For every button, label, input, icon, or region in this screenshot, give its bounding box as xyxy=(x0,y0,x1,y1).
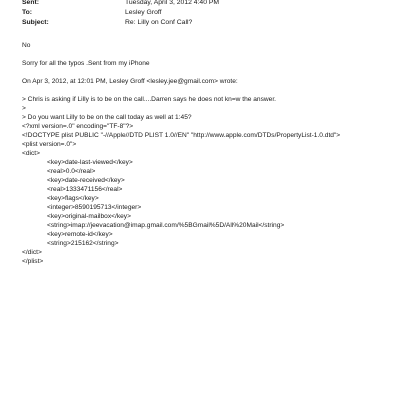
quote-line: > Do you want Lilly to be on the call today as well at 1:45? xyxy=(22,114,192,121)
quote-line: > xyxy=(22,105,26,112)
attribution-line: On Apr 3, 2012, at 12:01 PM, Lesley Groff <lesley.jee@gmail.com> wrote: xyxy=(22,78,238,85)
xml-declaration: <?xml version=.0" encoding="TF-8"?> xyxy=(22,123,134,130)
sent-value: Tuesday, April 3, 2012 4:40 PM xyxy=(125,0,220,6)
dict-line: <string>imap://jeevacation@imap.gmail.com/%5BGmail%5D/All%20Mail</string> xyxy=(47,222,285,229)
to-row xyxy=(22,9,382,18)
plist-open: <plist version=.0"> xyxy=(22,141,77,148)
dict-line: <key>remote-id</key> xyxy=(47,231,113,238)
dict-line: <real>0.0</real> xyxy=(47,168,96,175)
dict-open: <dict> xyxy=(22,150,40,157)
subject-row xyxy=(22,19,382,28)
to-value: Lesley Groff xyxy=(125,9,162,16)
subject-label: Subject: xyxy=(22,19,49,26)
quote-line: > Chris is asking if Lilly is to be on the call....Darren says he does not kn=w the answer. xyxy=(22,96,276,103)
plist-close: </plist> xyxy=(22,258,44,265)
sent-label: Sent: xyxy=(22,0,39,6)
reply-text: No xyxy=(22,42,31,49)
dict-line: <key>flags</key> xyxy=(47,195,99,202)
to-label: To: xyxy=(22,9,33,16)
subject-value: Re: Lilly on Conf Call? xyxy=(125,19,193,26)
doctype-line: <!DOCTYPE plist PUBLIC "-//Apple//DTD PLIST 1.0//EN" "http://www.apple.com/DTDs/PropertyList-1.0.dtd"> xyxy=(22,132,341,139)
sent-row xyxy=(22,0,382,8)
dict-line: <key>date-received</key> xyxy=(47,177,125,184)
dict-close: </dict> xyxy=(22,249,42,256)
signature-text: Sorry for all the typos .Sent from my iPhone xyxy=(22,60,150,67)
dict-line: <string>215162</string> xyxy=(47,240,119,247)
dict-line: <key>original-mailbox</key> xyxy=(47,213,131,220)
dict-line: <integer>8590195713</integer> xyxy=(47,204,142,211)
dict-line: <real>1333471156</real> xyxy=(47,186,123,193)
dict-line: <key>date-last-viewed</key> xyxy=(47,159,133,166)
